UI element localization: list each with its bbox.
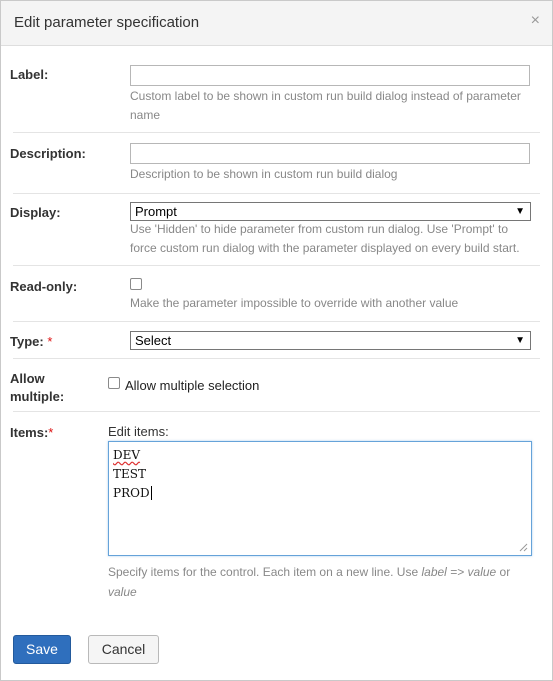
readonly-help-text: Make the parameter impossible to override with another value [130, 296, 459, 310]
dropdown-arrow-icon: ▼ [515, 335, 525, 346]
description-help-text: Description to be shown in custom run build dialog [130, 167, 398, 181]
divider [13, 265, 540, 266]
divider [13, 358, 540, 359]
items-help-text [108, 562, 528, 602]
divider [13, 411, 540, 412]
items-help-mid: or [496, 565, 511, 579]
save-button[interactable]: Save [13, 635, 71, 664]
label-field-label: Label: [10, 67, 49, 82]
items-line [113, 465, 527, 484]
close-icon[interactable]: × [530, 12, 540, 29]
items-help-em1: label => value [421, 565, 497, 579]
divider [13, 321, 540, 322]
required-marker: * [47, 334, 53, 349]
display-field-label: Display: [10, 205, 61, 220]
allow-multiple-checkbox[interactable] [108, 377, 120, 389]
items-line-text: DEV [113, 448, 141, 462]
allow-multiple-label[interactable]: Allow multiple selection [125, 378, 260, 393]
text-cursor [151, 486, 152, 500]
readonly-checkbox[interactable] [130, 278, 142, 290]
items-line-text: PROD [113, 486, 150, 500]
display-select[interactable] [130, 202, 531, 221]
readonly-field-label: Read-only: [10, 279, 78, 294]
dialog-title: Edit parameter specification [14, 14, 200, 31]
edit-items-label: Edit items: [108, 424, 169, 439]
divider [13, 132, 540, 133]
label-input[interactable] [130, 65, 530, 86]
type-label-text: Type: [10, 334, 44, 349]
items-field-label [10, 425, 53, 440]
divider [13, 193, 540, 194]
multiple-field-label [10, 370, 64, 406]
multiple-label-line1: Allow [10, 371, 45, 386]
items-label-text: Items: [10, 425, 49, 440]
multiple-label-line2: multiple: [10, 389, 65, 404]
items-textarea[interactable] [108, 441, 532, 556]
description-input[interactable] [130, 143, 530, 164]
cancel-button[interactable]: Cancel [88, 635, 159, 664]
type-selected-value: Select [135, 333, 172, 348]
resize-grip-icon[interactable] [519, 543, 528, 552]
items-line [113, 446, 527, 465]
description-field-label: Description: [10, 146, 86, 161]
display-help-text: Use 'Hidden' to hide parameter from custom run dialog. Use 'Prompt' to force custom run dialog with the parameter displayed on every build start. [130, 222, 520, 255]
dropdown-arrow-icon: ▼ [515, 206, 525, 217]
type-field-label [10, 334, 52, 349]
items-help-em2: value [108, 585, 137, 599]
items-line-text: TEST [113, 467, 146, 481]
type-select[interactable] [130, 331, 531, 350]
required-marker: * [48, 425, 54, 440]
items-line [113, 484, 527, 503]
items-help-prefix: Specify items for the control. Each item on a new line. Use [108, 565, 422, 579]
dialog-header [1, 1, 552, 46]
label-help-text: Custom label to be shown in custom run build dialog instead of parameter name [130, 89, 521, 122]
display-selected-value: Prompt [135, 204, 177, 219]
